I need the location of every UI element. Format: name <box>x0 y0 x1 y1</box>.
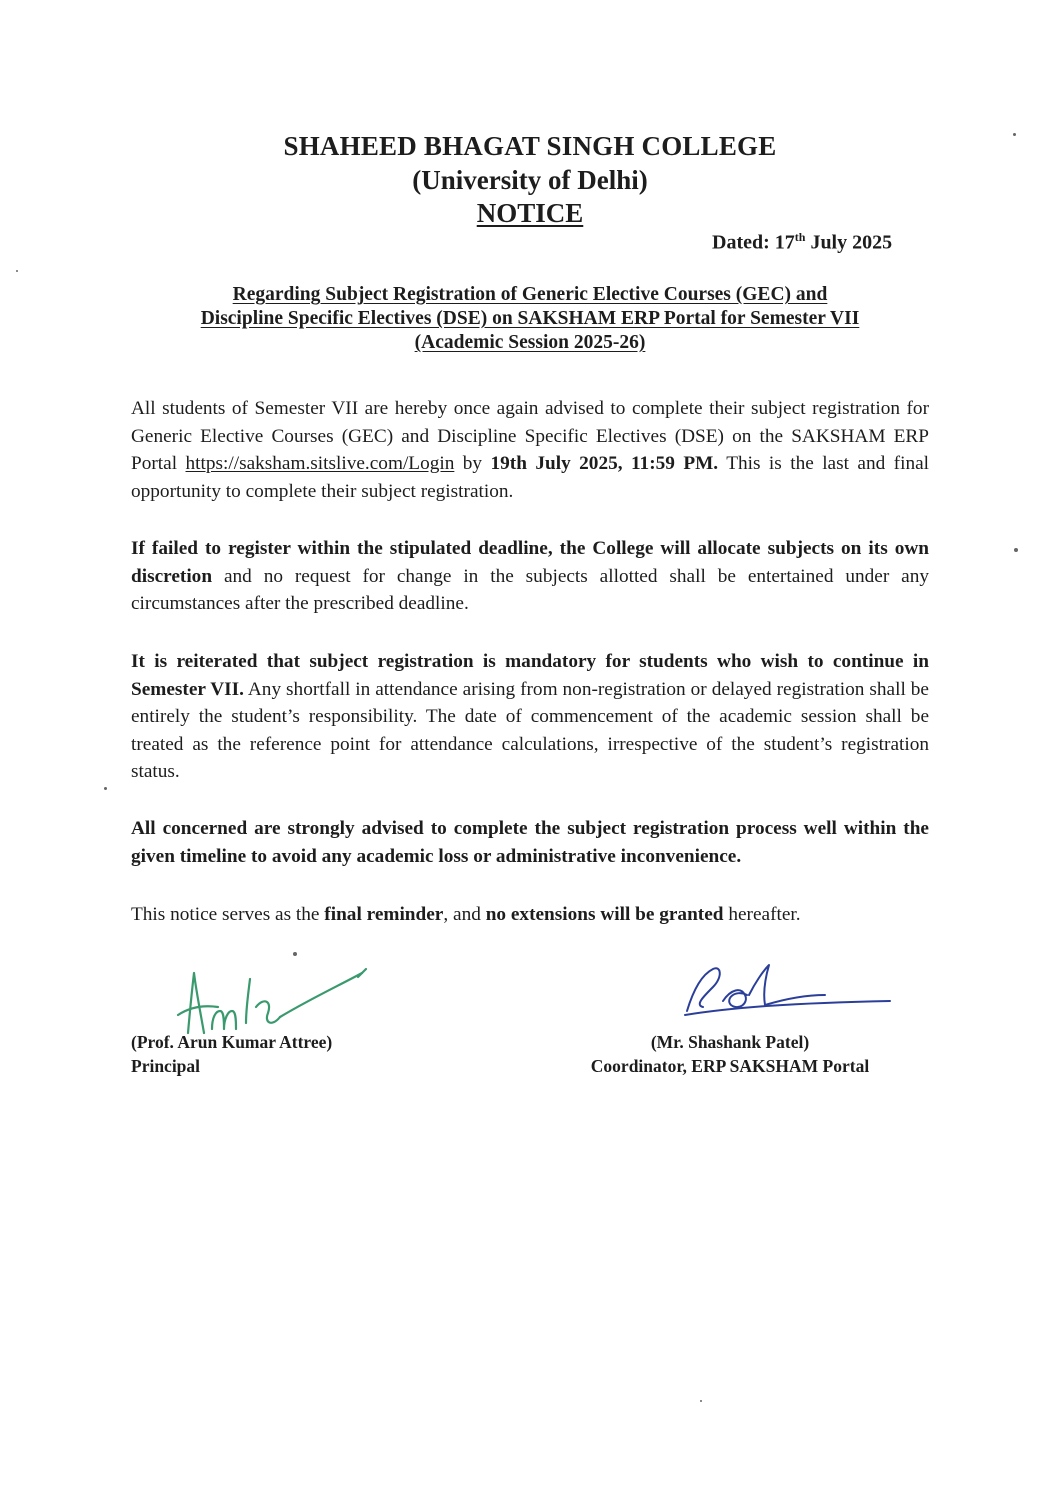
coordinator-title: Coordinator, ERP SAKSHAM Portal <box>590 1056 870 1076</box>
p5-no-extensions: no extensions will be granted <box>485 904 724 925</box>
subject-line-1: Regarding Subject Registration of Generic Elective Courses (GEC) and <box>232 284 828 305</box>
p5-text-e: hereafter. <box>723 904 801 925</box>
paragraph-registration-instructions <box>131 395 929 505</box>
subject-line-3: (Academic Session 2025-26) <box>414 332 646 353</box>
p1-text-c: This is the last and final opportunity to complete their subject registration. <box>131 453 930 502</box>
paragraph-allocation-warning <box>131 535 929 618</box>
scan-speck <box>700 1400 702 1402</box>
coordinator-signatory <box>560 1030 900 1078</box>
scan-speck <box>16 270 18 272</box>
scan-speck <box>1014 548 1018 552</box>
p3-bold: It is reiterated that subject registration is mandatory for students who wish to continue in Semester VII. <box>131 651 929 700</box>
date-suffix: July 2025 <box>805 231 893 254</box>
coordinator-name: (Mr. Shashank Patel) <box>650 1032 810 1052</box>
p2-bold: If failed to register within the stipulated deadline, the College will allocate subjects on its own discretion <box>131 538 929 587</box>
scan-speck <box>293 952 297 956</box>
notice-subject <box>120 283 940 355</box>
p5-text-c: , and <box>443 904 486 925</box>
university-name: (University of Delhi) <box>412 165 648 195</box>
p3-text: Any shortfall in attendance arising from non-registration or delayed registration shall be entirely the student’s responsibility. The date of commencement of the academic session shall be treated as the reference point for attendance calculations, irrespective of the student’s registration status. <box>131 678 929 782</box>
principal-name: (Prof. Arun Kumar Attree) <box>131 1032 333 1052</box>
registration-deadline: 19th July 2025, 11:59 PM. <box>490 453 719 474</box>
principal-title: Principal <box>131 1056 201 1076</box>
scan-speck <box>1013 133 1016 136</box>
date-ordinal: th <box>794 230 806 244</box>
p2-text: and no request for change in the subjects allotted shall be entertained under any circumstances after the prescribed deadline. <box>131 565 929 614</box>
p1-text-b: by <box>454 453 491 474</box>
paragraph-advisory: All concerned are strongly advised to complete the subject registration process well within the given timeline to avoid any academic loss or administrative inconvenience. <box>131 818 929 867</box>
subject-line-2: Discipline Specific Electives (DSE) on SAKSHAM ERP Portal for Semester VII <box>200 308 860 329</box>
notice-date <box>712 230 892 255</box>
paragraph-final-reminder <box>131 901 929 929</box>
college-name: SHAHEED BHAGAT SINGH COLLEGE <box>283 131 777 161</box>
saksham-portal-link[interactable]: https://saksham.sitslive.com/Login <box>185 453 455 474</box>
p5-final-reminder: final reminder <box>324 904 444 925</box>
paragraph-mandatory-registration <box>131 648 929 786</box>
date-prefix: Dated: 17 <box>712 231 795 254</box>
scan-speck <box>104 787 107 790</box>
principal-signatory <box>131 1030 332 1078</box>
notice-title: NOTICE <box>476 198 584 228</box>
coordinator-signature-icon <box>665 955 895 1030</box>
p5-text-a: This notice serves as the <box>131 904 325 925</box>
p1-text-a: All students of Semester VII are hereby once again advised to complete their subject registration for Generic Elective Courses (GEC) and Discipline Specific Electives (DSE) on the SAKSHAM ERP Portal <box>131 398 929 474</box>
